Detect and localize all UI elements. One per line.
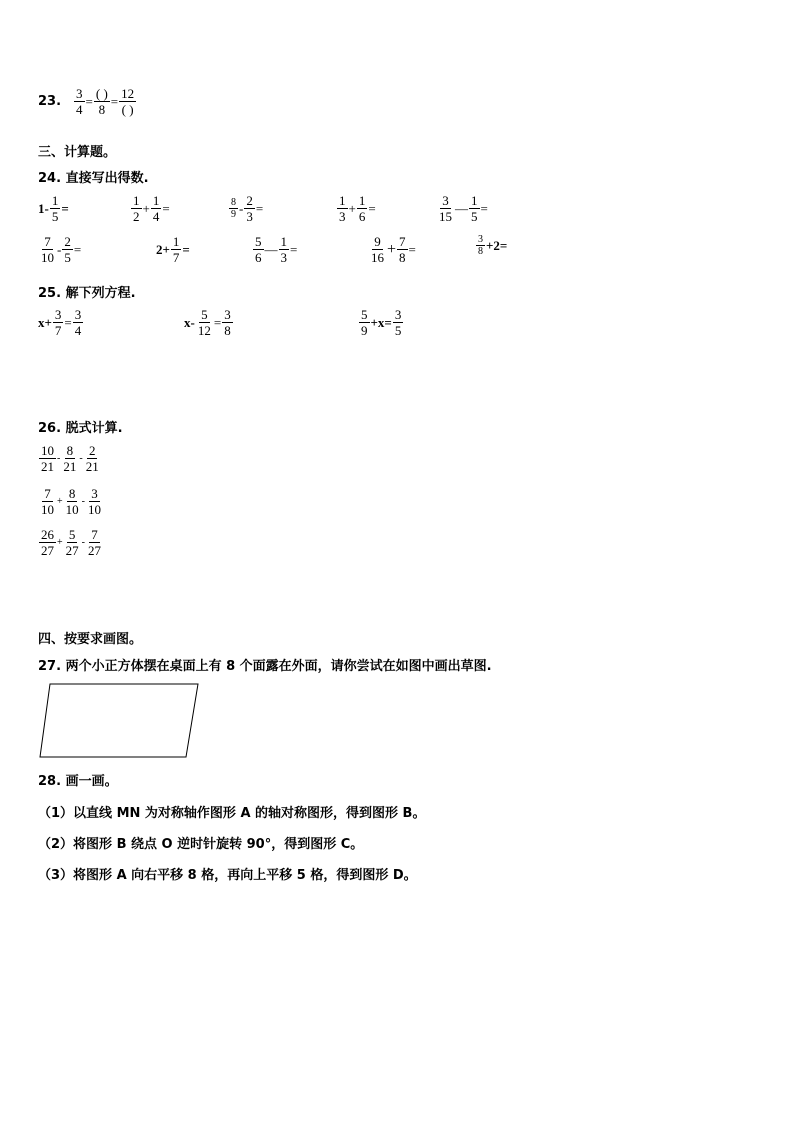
numerator: 7 <box>399 234 406 249</box>
question-number: 25. <box>38 286 62 301</box>
operator: — <box>455 200 468 216</box>
variable-prefix: x+ <box>38 314 52 330</box>
denominator: 5 <box>471 209 478 224</box>
q28-instruction-2: （2）将图形 B 绕点 O 逆时针旋转 90°，得到图形 C。 <box>38 837 364 852</box>
denominator: 2 <box>133 209 140 224</box>
question-23 <box>38 86 137 117</box>
fraction <box>86 527 103 558</box>
denominator: 5 <box>394 323 402 338</box>
numerator: 7 <box>44 234 51 249</box>
operator: - <box>81 496 85 507</box>
numerator: 1 <box>358 193 366 208</box>
fraction <box>62 234 73 265</box>
operator: + <box>142 200 150 216</box>
denominator: 6 <box>358 209 366 224</box>
equation-1 <box>38 307 84 338</box>
denominator: 8 <box>478 246 483 257</box>
numerator: 2 <box>88 443 96 458</box>
denominator: 5 <box>51 209 59 224</box>
equals-sign: = <box>85 93 93 109</box>
equals-sign: = <box>408 241 416 257</box>
denominator: 4 <box>76 102 83 117</box>
fraction <box>64 486 81 517</box>
numerator: 8 <box>231 197 236 208</box>
parallelogram-drawing-area[interactable] <box>38 682 200 760</box>
fraction <box>196 307 213 338</box>
operator: - <box>57 241 62 257</box>
equals-sign: = <box>162 200 170 216</box>
operator: - <box>57 453 61 464</box>
numerator: 8 <box>68 486 76 501</box>
equals-sign: = <box>213 314 222 330</box>
numerator: 7 <box>44 486 51 501</box>
fraction <box>397 234 408 265</box>
plus-x-equals: +x= <box>370 314 392 330</box>
fraction <box>119 86 136 117</box>
fraction <box>74 86 85 117</box>
numerator: 5 <box>201 307 208 322</box>
equals-sign: = <box>480 200 488 216</box>
question-number: 28. <box>38 774 62 789</box>
denominator: 5 <box>64 250 71 265</box>
equals-sign: = <box>61 200 69 216</box>
q24-item-r1c4 <box>336 193 376 224</box>
denominator: 21 <box>85 459 99 474</box>
parallelogram-shape <box>40 684 198 757</box>
numerator: 10 <box>41 443 54 458</box>
denominator: 4 <box>152 209 160 224</box>
numerator: 3 <box>394 307 402 322</box>
operator: + <box>387 240 397 258</box>
numerator: 3 <box>442 193 449 208</box>
fraction <box>84 443 101 474</box>
operator: — <box>264 241 278 257</box>
denominator: 27 <box>65 543 79 558</box>
fraction <box>359 307 370 338</box>
fraction <box>222 307 233 338</box>
fraction <box>437 193 454 224</box>
numerator: 7 <box>91 527 98 542</box>
numerator: 2 <box>64 234 71 249</box>
question-number: 26. <box>38 421 62 436</box>
q24-item-r2c3 <box>252 234 297 265</box>
question-number: 27. <box>38 659 62 674</box>
fraction <box>39 486 56 517</box>
numerator: 3 <box>54 307 62 322</box>
q24-item-r1c3 <box>228 193 263 224</box>
denominator: 9 <box>231 209 236 220</box>
numerator: 1 <box>133 193 140 208</box>
fraction <box>73 307 84 338</box>
denominator: 16 <box>371 250 384 265</box>
numerator: 5 <box>361 307 368 322</box>
q24-item-r2c2 <box>156 234 190 265</box>
denominator: 21 <box>63 459 77 474</box>
numerator: 5 <box>255 234 262 249</box>
equation-2 <box>184 307 234 338</box>
calc-row-1 <box>38 443 102 474</box>
fraction <box>53 307 64 338</box>
fraction <box>64 527 81 558</box>
question-number: 23. <box>38 94 62 109</box>
q28-instruction-1: （1）以直线 MN 为对称轴作图形 A 的轴对称图形，得到图形 B。 <box>38 806 426 821</box>
operator: - <box>81 537 85 548</box>
numerator: 1 <box>471 193 478 208</box>
variable-prefix: x- <box>184 314 195 330</box>
denominator: 7 <box>172 250 180 265</box>
denominator: 10 <box>65 502 79 517</box>
fraction <box>39 527 56 558</box>
denominator: 8 <box>224 323 231 338</box>
numerator: 3 <box>74 307 82 322</box>
numerator: 2 <box>246 193 253 208</box>
q24-item-r2c5 <box>475 234 507 257</box>
fraction <box>39 234 56 265</box>
numerator: ( ) <box>95 86 108 101</box>
fraction <box>86 486 103 517</box>
question-28-title <box>38 770 118 789</box>
numerator: 1 <box>280 234 287 249</box>
fraction <box>476 234 485 257</box>
fraction <box>253 234 264 265</box>
fraction <box>369 234 386 265</box>
operator: + <box>57 496 63 507</box>
q24-item-r1c5 <box>436 193 488 224</box>
numerator: 1 <box>51 193 59 208</box>
denominator: 10 <box>41 250 54 265</box>
q24-item-r1c2 <box>130 193 170 224</box>
fraction <box>94 86 110 117</box>
fraction <box>229 197 238 220</box>
fraction <box>393 307 404 338</box>
denominator: 4 <box>74 323 82 338</box>
question-24-title <box>38 167 149 186</box>
denominator: 21 <box>41 459 54 474</box>
fraction <box>337 193 348 224</box>
calc-row-3 <box>38 527 104 558</box>
denominator: 3 <box>280 250 287 265</box>
numerator: 8 <box>66 443 74 458</box>
fraction <box>279 234 290 265</box>
numerator: 5 <box>68 527 76 542</box>
equals-sign: = <box>368 200 376 216</box>
operator: - <box>239 200 244 216</box>
numerator: 12 <box>121 86 135 101</box>
numerator: 3 <box>91 486 98 501</box>
question-text: 脱式计算. <box>65 421 123 436</box>
numerator: 1 <box>172 234 180 249</box>
fraction <box>61 443 78 474</box>
numerator: 1 <box>152 193 160 208</box>
denominator: 27 <box>41 543 54 558</box>
q24-item-r2c4 <box>368 234 416 265</box>
denominator: 10 <box>41 502 54 517</box>
equals-sign: = <box>64 314 72 330</box>
question-text: 直接写出得数. <box>65 171 149 186</box>
q24-item-r1c1 <box>38 193 69 224</box>
operator: - <box>79 453 83 464</box>
q28-instruction-3: （3）将图形 A 向右平移 8 格，再向上平移 5 格，得到图形 D。 <box>38 868 417 883</box>
denominator: 7 <box>54 323 62 338</box>
section-heading-4: 四、按要求画图。 <box>38 632 143 647</box>
prefix: 2+ <box>156 241 170 257</box>
question-25-title <box>38 282 136 301</box>
equals-sign: = <box>255 200 264 216</box>
fraction <box>39 443 56 474</box>
question-text: 画一画。 <box>65 774 118 789</box>
question-text: 两个小正方体摆在桌面上有 8 个面露在外面，请你尝试在如图中画出草图. <box>65 659 492 674</box>
q24-item-r2c1 <box>38 234 81 265</box>
denominator: 15 <box>439 209 452 224</box>
plus-two-equals: +2= <box>486 237 508 253</box>
equals-sign: = <box>182 241 190 257</box>
equals-sign: = <box>110 93 119 109</box>
question-text: 解下列方程. <box>65 286 136 301</box>
fraction <box>357 193 368 224</box>
fraction <box>244 193 255 224</box>
denominator: 9 <box>361 323 368 338</box>
denominator: ( ) <box>121 102 134 117</box>
denominator: 6 <box>255 250 262 265</box>
denominator: 8 <box>98 102 106 117</box>
operator: + <box>57 537 63 548</box>
question-number: 24. <box>38 171 62 186</box>
question-27-text <box>38 655 492 674</box>
prefix: 1- <box>38 200 49 216</box>
numerator: 3 <box>224 307 231 322</box>
fraction <box>50 193 61 224</box>
numerator: 9 <box>374 234 381 249</box>
equals-sign: = <box>73 241 82 257</box>
numerator: 3 <box>76 86 83 101</box>
denominator: 12 <box>197 323 211 338</box>
numerator: 1 <box>339 193 346 208</box>
equals-sign: = <box>290 241 298 257</box>
numerator: 26 <box>41 527 54 542</box>
denominator: 8 <box>399 250 406 265</box>
denominator: 27 <box>87 543 101 558</box>
fraction <box>171 234 182 265</box>
calc-row-2 <box>38 486 104 517</box>
fraction <box>131 193 142 224</box>
question-26-title <box>38 417 123 436</box>
fraction <box>469 193 480 224</box>
equation-3 <box>358 307 404 338</box>
fraction <box>151 193 162 224</box>
numerator: 3 <box>478 234 483 245</box>
operator: + <box>348 200 356 216</box>
section-heading-3: 三、计算题。 <box>38 145 117 160</box>
denominator: 3 <box>339 209 346 224</box>
denominator: 3 <box>246 209 253 224</box>
denominator: 10 <box>87 502 101 517</box>
